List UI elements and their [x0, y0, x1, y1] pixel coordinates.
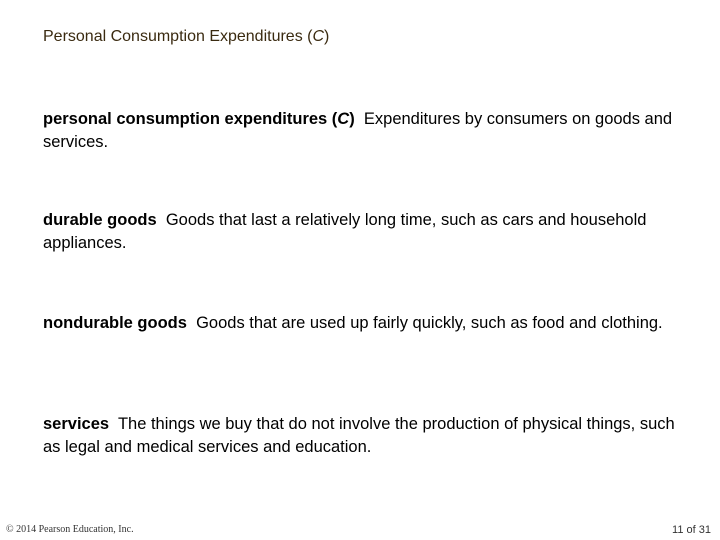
page-number [672, 524, 711, 536]
page-current: 11 [672, 524, 684, 536]
definition-text: The things we buy that do not involve the production of physical things, such as legal and medical services and education. [43, 415, 675, 456]
slide-title [43, 28, 329, 46]
copyright-notice: © 2014 Pearson Education, Inc. [6, 524, 134, 535]
definition-text: Goods that are used up fairly quickly, such as food and clothing. [196, 314, 663, 332]
slide-title-suffix: ) [324, 28, 330, 45]
definition-text: Expenditures by consumers on goods and services. [43, 110, 673, 151]
definition-services [43, 413, 683, 459]
definition-term [43, 211, 157, 229]
definition-durable-goods [43, 209, 683, 255]
term-text: services [43, 415, 110, 433]
term-symbol: C [337, 110, 350, 128]
slide-title-symbol: C [312, 28, 325, 45]
definition-nondurable-goods [43, 312, 683, 335]
term-text: nondurable goods [43, 314, 187, 332]
definition-term [43, 415, 109, 433]
term-text: durable goods [43, 211, 157, 229]
page-separator: of [686, 524, 696, 536]
definition-text: Goods that last a relatively long time, such as cars and household appliances. [43, 211, 647, 252]
definition-term [43, 314, 187, 332]
definition-term [43, 110, 355, 128]
term-text: personal consumption expenditures ( [43, 110, 338, 128]
term-suffix: ) [349, 110, 355, 128]
definition-personal-consumption-expenditures [43, 108, 683, 154]
slide-title-prefix: Personal Consumption Expenditures ( [43, 28, 313, 45]
page-total: 31 [698, 524, 711, 536]
